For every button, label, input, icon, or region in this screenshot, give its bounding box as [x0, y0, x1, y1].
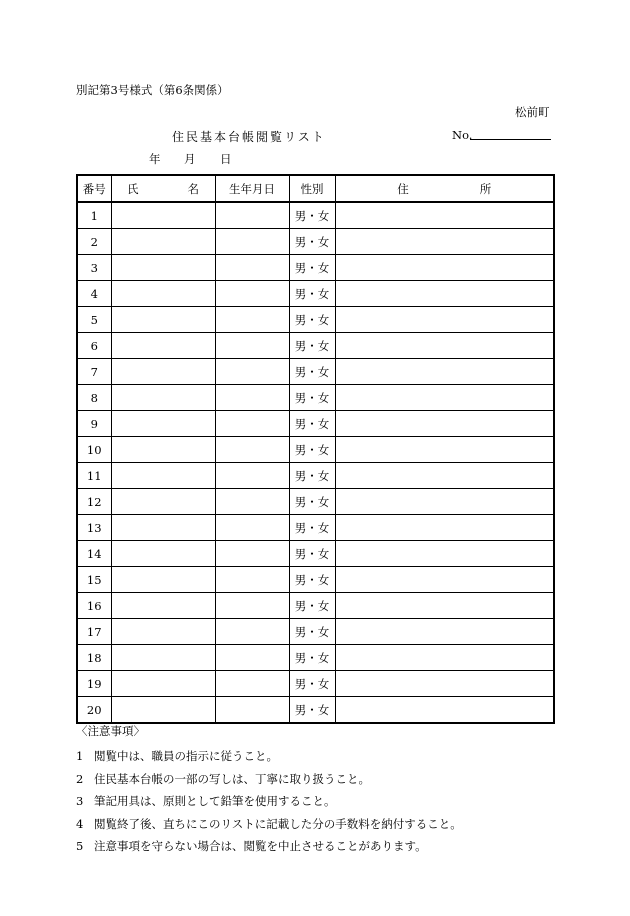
address-cell[interactable]: [335, 333, 554, 359]
note-text: 閲覧中は、職員の指示に従うこと。: [94, 749, 278, 763]
name-cell[interactable]: [111, 619, 215, 645]
header-address: [335, 175, 554, 202]
note-text: 筆記用具は、原則として鉛筆を使用すること。: [94, 794, 336, 808]
row-number: 2: [77, 229, 111, 255]
note-item: [76, 835, 462, 858]
row-number: 20: [77, 697, 111, 724]
note-item: [76, 768, 462, 791]
table-row: [77, 333, 554, 359]
number-label: No.: [452, 128, 473, 142]
row-number: 18: [77, 645, 111, 671]
name-cell[interactable]: [111, 593, 215, 619]
address-cell[interactable]: [335, 541, 554, 567]
name-cell[interactable]: [111, 489, 215, 515]
row-number: 14: [77, 541, 111, 567]
note-text: 住民基本台帳の一部の写しは、丁寧に取り扱うこと。: [94, 771, 370, 786]
name-cell[interactable]: [111, 307, 215, 333]
row-number: 1: [77, 202, 111, 229]
date-month-label: 月: [184, 152, 196, 166]
row-number: 12: [77, 489, 111, 515]
sex-cell[interactable]: 男・女: [289, 645, 335, 671]
note-text: 注意事項を守らない場合は、閲覧を中止させることがあります。: [94, 839, 427, 853]
note-item: [76, 745, 462, 768]
sex-cell[interactable]: 男・女: [289, 437, 335, 463]
birthdate-cell[interactable]: [215, 645, 289, 671]
town-name: 松前町: [515, 105, 550, 119]
address-cell[interactable]: [335, 255, 554, 281]
table-row: [77, 619, 554, 645]
header-number: 番号: [77, 175, 111, 202]
address-cell[interactable]: [335, 202, 554, 229]
document-title: 住民基本台帳閲覧リスト: [172, 130, 326, 144]
table-row: [77, 593, 554, 619]
sex-cell[interactable]: 男・女: [289, 619, 335, 645]
row-number: 4: [77, 281, 111, 307]
name-cell[interactable]: [111, 202, 215, 229]
address-cell[interactable]: [335, 307, 554, 333]
row-number: 16: [77, 593, 111, 619]
row-number: 13: [77, 515, 111, 541]
row-number: 9: [77, 411, 111, 437]
sex-cell[interactable]: 男・女: [289, 463, 335, 489]
birthdate-cell[interactable]: [215, 437, 289, 463]
header-name-left: 氏: [127, 181, 139, 196]
name-cell[interactable]: [111, 333, 215, 359]
form-identifier: 別記第3号様式（第6条関係）: [76, 83, 229, 97]
table-row: [77, 202, 554, 229]
birthdate-cell[interactable]: [215, 229, 289, 255]
date-year-label: 年: [149, 152, 161, 166]
name-cell[interactable]: [111, 385, 215, 411]
sex-cell[interactable]: 男・女: [289, 307, 335, 333]
notes-heading: 〈注意事項〉: [76, 724, 145, 738]
name-cell[interactable]: [111, 463, 215, 489]
table-row: [77, 281, 554, 307]
sex-cell[interactable]: 男・女: [289, 333, 335, 359]
header-name-right: 名: [187, 181, 199, 196]
header-address-left: 住: [397, 181, 409, 196]
sex-cell[interactable]: 男・女: [289, 593, 335, 619]
table-row: [77, 255, 554, 281]
number-field-line[interactable]: [470, 139, 551, 140]
row-number: 15: [77, 567, 111, 593]
row-number: 7: [77, 359, 111, 385]
birthdate-cell[interactable]: [215, 541, 289, 567]
sex-cell[interactable]: 男・女: [289, 202, 335, 229]
name-cell[interactable]: [111, 671, 215, 697]
sex-cell[interactable]: 男・女: [289, 541, 335, 567]
sex-cell[interactable]: 男・女: [289, 489, 335, 515]
name-cell[interactable]: [111, 567, 215, 593]
name-cell[interactable]: [111, 541, 215, 567]
sex-cell[interactable]: 男・女: [289, 567, 335, 593]
sex-cell[interactable]: 男・女: [289, 411, 335, 437]
address-cell[interactable]: [335, 567, 554, 593]
table-row: [77, 567, 554, 593]
birthdate-cell[interactable]: [215, 411, 289, 437]
table-body: [77, 202, 554, 723]
address-cell[interactable]: [335, 697, 554, 724]
table-header-row: [77, 175, 554, 202]
address-cell[interactable]: [335, 359, 554, 385]
note-text: 閲覧終了後、直ちにこのリストに記載した分の手数料を納付すること。: [94, 816, 462, 831]
table-row: [77, 645, 554, 671]
note-number: 2: [76, 771, 84, 786]
name-cell[interactable]: [111, 281, 215, 307]
row-number: 5: [77, 307, 111, 333]
row-number: 11: [77, 463, 111, 489]
name-cell[interactable]: [111, 229, 215, 255]
address-cell[interactable]: [335, 463, 554, 489]
table-row: [77, 463, 554, 489]
sex-cell[interactable]: 男・女: [289, 255, 335, 281]
address-cell[interactable]: [335, 645, 554, 671]
address-cell[interactable]: [335, 489, 554, 515]
notes-section: [76, 723, 462, 858]
birthdate-cell[interactable]: [215, 463, 289, 489]
note-item: [76, 813, 462, 836]
address-cell[interactable]: [335, 593, 554, 619]
address-cell[interactable]: [335, 411, 554, 437]
note-number: 3: [76, 794, 84, 808]
name-cell[interactable]: [111, 255, 215, 281]
sex-cell[interactable]: 男・女: [289, 229, 335, 255]
name-cell[interactable]: [111, 437, 215, 463]
note-number: 5: [76, 839, 84, 853]
birthdate-cell[interactable]: [215, 333, 289, 359]
address-cell[interactable]: [335, 229, 554, 255]
address-cell[interactable]: [335, 281, 554, 307]
note-number: 1: [76, 749, 84, 763]
address-cell[interactable]: [335, 385, 554, 411]
name-cell[interactable]: [111, 645, 215, 671]
notes-list: [76, 745, 462, 858]
table-row: [77, 671, 554, 697]
header-sex: 性別: [289, 175, 335, 202]
birthdate-cell[interactable]: [215, 489, 289, 515]
row-number: 3: [77, 255, 111, 281]
sex-cell[interactable]: 男・女: [289, 281, 335, 307]
header-name: [111, 175, 215, 202]
table-row: [77, 229, 554, 255]
header-birthdate: 生年月日: [215, 175, 289, 202]
sex-cell[interactable]: 男・女: [289, 697, 335, 724]
row-number: 19: [77, 671, 111, 697]
note-number: 4: [76, 816, 84, 831]
table-row: [77, 385, 554, 411]
birthdate-cell[interactable]: [215, 307, 289, 333]
sex-cell[interactable]: 男・女: [289, 385, 335, 411]
table-row: [77, 515, 554, 541]
birthdate-cell[interactable]: [215, 697, 289, 724]
header-address-right: 所: [479, 181, 492, 196]
row-number: 17: [77, 619, 111, 645]
date-day-label: 日: [220, 152, 232, 166]
table-row: [77, 541, 554, 567]
address-cell[interactable]: [335, 515, 554, 541]
birthdate-cell[interactable]: [215, 567, 289, 593]
birthdate-cell[interactable]: [215, 255, 289, 281]
table-row: [77, 359, 554, 385]
birthdate-cell[interactable]: [215, 359, 289, 385]
birthdate-cell[interactable]: [215, 619, 289, 645]
viewing-list-table: [76, 174, 555, 724]
birthdate-cell[interactable]: [215, 281, 289, 307]
row-number: 6: [77, 333, 111, 359]
birthdate-cell[interactable]: [215, 202, 289, 229]
note-item: [76, 790, 462, 813]
row-number: 10: [77, 437, 111, 463]
address-cell[interactable]: [335, 437, 554, 463]
name-cell[interactable]: [111, 697, 215, 724]
name-cell[interactable]: [111, 359, 215, 385]
birthdate-cell[interactable]: [215, 385, 289, 411]
table-row: [77, 489, 554, 515]
table-row: [77, 307, 554, 333]
birthdate-cell[interactable]: [215, 515, 289, 541]
birthdate-cell[interactable]: [215, 593, 289, 619]
table-row: [77, 437, 554, 463]
address-cell[interactable]: [335, 619, 554, 645]
birthdate-cell[interactable]: [215, 671, 289, 697]
row-number: 8: [77, 385, 111, 411]
address-cell[interactable]: [335, 671, 554, 697]
table-row: [77, 411, 554, 437]
sex-cell[interactable]: 男・女: [289, 515, 335, 541]
name-cell[interactable]: [111, 515, 215, 541]
name-cell[interactable]: [111, 411, 215, 437]
sex-cell[interactable]: 男・女: [289, 359, 335, 385]
table-row: [77, 697, 554, 724]
sex-cell[interactable]: 男・女: [289, 671, 335, 697]
